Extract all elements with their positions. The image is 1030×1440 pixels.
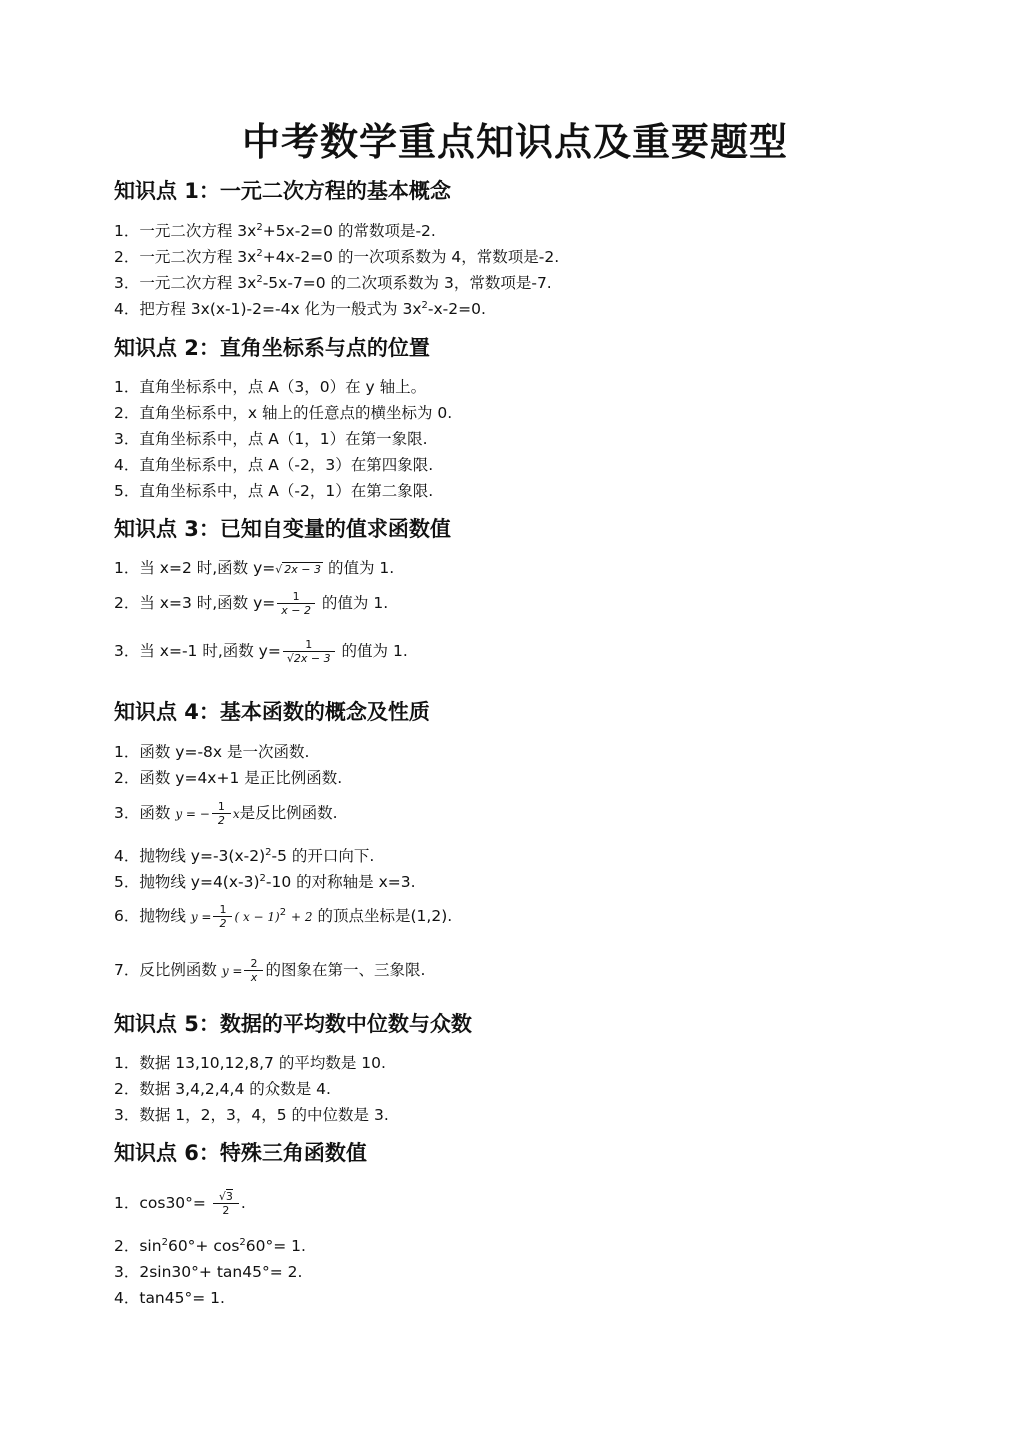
s5-item-2: 2．数据 3,4,2,4,4 的众数是 4. — [114, 1080, 331, 1098]
s1-item-1: 1．一元二次方程 $3x^2+5x-2=0$ 的常数项是-2. — [114, 222, 436, 240]
section-6-heading: 知识点 6：特殊三角函数值 — [114, 1141, 367, 1165]
s4-item-3: 3．函数 y = − $\frac{1}{2}$ x是反比例函数. — [114, 800, 338, 827]
fraction: $\frac{2}{x}$ — [244, 957, 263, 984]
fraction: $\frac{1}{√2x - 3}$ — [283, 638, 335, 665]
s3-item-2: 2．当 x=3 时,函数 y= $\frac{1}{x - 2}$ 的值为 1. — [114, 590, 389, 617]
s6-item-2: 2．$\sin^260^\circ+ \cos^260^\circ= 1$. — [114, 1237, 306, 1255]
s4-item-7: 7．反比例函数 y = $\frac{2}{x}$ 的图象在第一、三象限. — [114, 957, 426, 984]
fraction: $\frac{1}{x - 2}$ — [277, 590, 315, 617]
s6-item-1: 1．cos30°= $\frac{√3}{2}$ . — [114, 1190, 246, 1217]
section-5-heading: 知识点 5：数据的平均数中位数与众数 — [114, 1012, 472, 1036]
section-4-heading: 知识点 4：基本函数的概念及性质 — [114, 700, 430, 724]
page-title: 中考数学重点知识点及重要题型 — [241, 120, 788, 164]
s4-item-2: 2．函数 y=4x+1 是正比例函数. — [114, 769, 343, 787]
s4-item-5: 5．抛物线 $y=4(x-3)^2-10$ 的对称轴是 x=3. — [114, 873, 416, 891]
section-1-heading: 知识点 1：一元二次方程的基本概念 — [114, 179, 451, 203]
s4-item-1: 1．函数 y=-8x 是一次函数. — [114, 743, 310, 761]
s4-item-6: 6．抛物线 y = $\frac{1}{2}$ ( x − 1)$^2$ + 2 的顶点坐标是(1,2). — [114, 903, 453, 930]
s2-item-4: 4．直角坐标系中，点 A（-2，3）在第四象限. — [114, 456, 434, 474]
s3-item-3: 3．当 x=-1 时,函数 y= $\frac{1}{√2x - 3}$ 的值为 1. — [114, 638, 408, 665]
s4-item-4: 4．抛物线 $y=-3(x-2)^2-5$ 的开口向下. — [114, 847, 375, 865]
s1-item-4: 4．把方程 3x(x-1)-2=-4x 化为一般式为 $3x^2-x-2=0$. — [114, 300, 486, 318]
s1-item-3: 3．一元二次方程 $3x^2-5x-7=0$ 的二次项系数为 3，常数项是-7. — [114, 274, 552, 292]
s2-item-5: 5．直角坐标系中，点 A（-2，1）在第二象限. — [114, 482, 434, 500]
s2-item-2: 2．直角坐标系中，x 轴上的任意点的横坐标为 0. — [114, 404, 453, 422]
section-2-heading: 知识点 2：直角坐标系与点的位置 — [114, 336, 430, 360]
s2-item-3: 3．直角坐标系中，点 A（1，1）在第一象限. — [114, 430, 428, 448]
fraction: $\frac{√3}{2}$ — [213, 1190, 239, 1217]
fraction: $\frac{1}{2}$ — [213, 903, 232, 930]
s2-item-1: 1．直角坐标系中，点 A（3，0）在 y 轴上。 — [114, 378, 427, 396]
s5-item-3: 3．数据 1，2，3，4，5 的中位数是 3. — [114, 1106, 389, 1124]
s6-item-4: 4．tan45°= 1. — [114, 1289, 225, 1307]
s1-item-2: 2．一元二次方程 $3x^2+4x-2=0$ 的一次项系数为 4，常数项是-2. — [114, 248, 560, 266]
s5-item-1: 1．数据 13,10,12,8,7 的平均数是 10. — [114, 1054, 386, 1072]
s6-item-3: 3．2sin30°+ tan45°= 2. — [114, 1263, 303, 1281]
sqrt-expression: √ 2x − 3 — [275, 563, 321, 576]
fraction: $\frac{1}{2}$ — [212, 800, 231, 827]
section-3-heading: 知识点 3：已知自变量的值求函数值 — [114, 517, 451, 541]
s3-item-1: 1．当 x=2 时,函数 y=√ 2x − 3 的值为 1. — [114, 557, 394, 581]
